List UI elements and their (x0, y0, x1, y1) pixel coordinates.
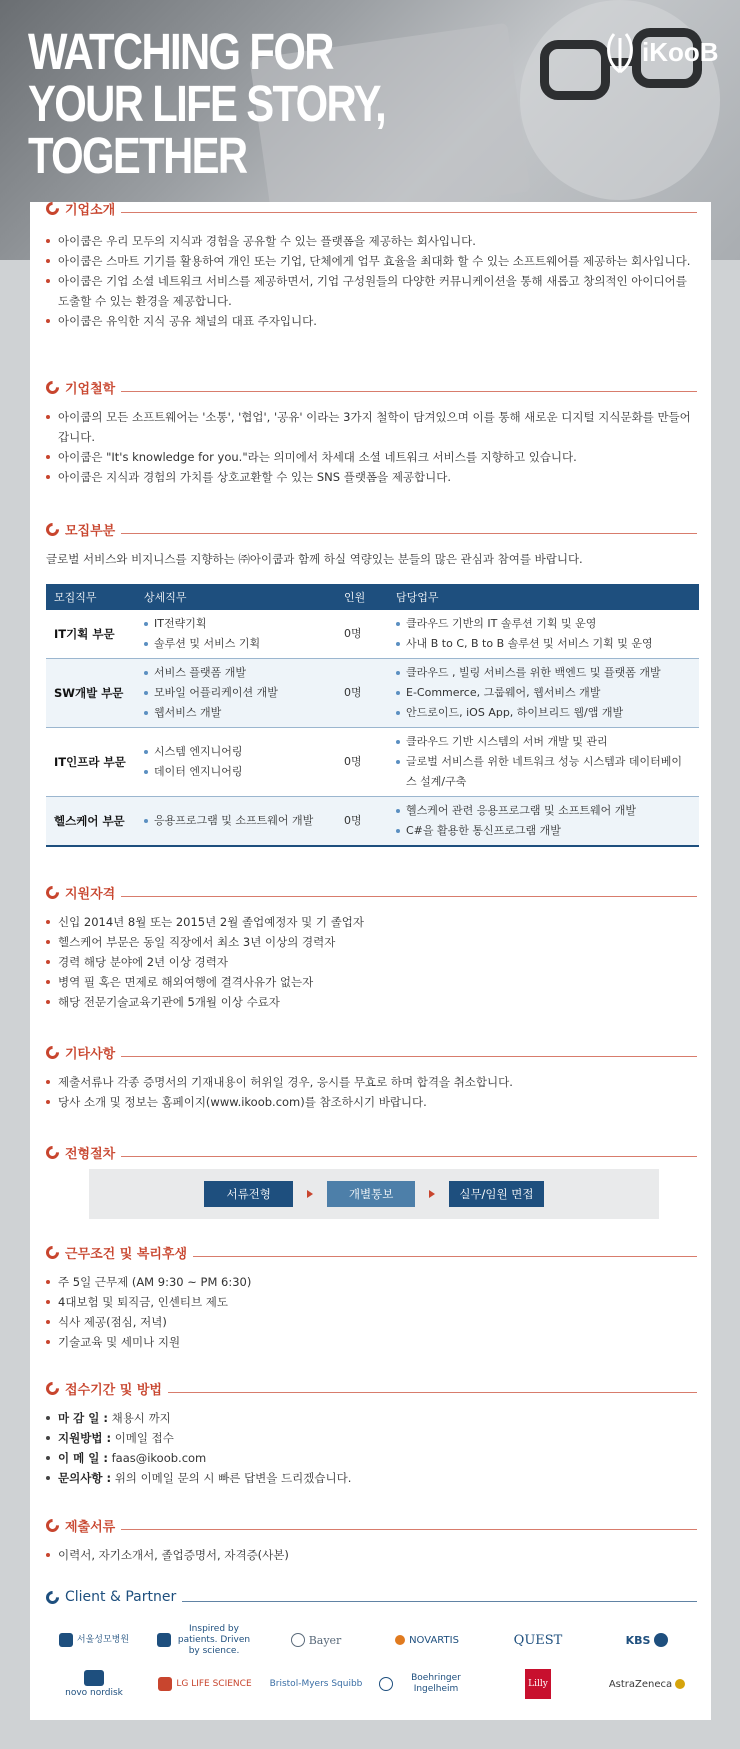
apply-label: 마 감 일 : (58, 1411, 108, 1425)
partner-logo (490, 1666, 586, 1702)
list-item: 당사 소개 및 정보는 홈페이지(www.ikoob.com)를 참조하시기 바랍니다. (46, 1092, 697, 1112)
section-divider (121, 1056, 697, 1057)
partner-logo (157, 1622, 253, 1658)
col-header-duties: 담당업무 (388, 584, 699, 610)
dept-cell: SW개발 부문 (46, 659, 136, 728)
novartis-flame-icon (395, 1635, 405, 1645)
section-title: 지원자격 (65, 886, 116, 902)
ikoob-logo (600, 28, 719, 76)
section-etc (46, 1042, 697, 1112)
section-title: 전형절차 (65, 1146, 116, 1162)
philosophy-list (46, 407, 697, 487)
section-process (46, 1142, 697, 1162)
headline-line-2: YOUR LIFE STORY, (28, 75, 386, 132)
section-header (46, 882, 697, 902)
headline-line-3: TOGETHER (28, 127, 247, 184)
section-ring-icon (43, 1043, 61, 1061)
partner-name: Bristol-Myers Squibb (269, 1678, 363, 1689)
section-divider (121, 1156, 697, 1157)
details-cell (136, 610, 336, 659)
section-divider (121, 212, 697, 213)
partner-name: LG LIFE SCIENCE (176, 1678, 252, 1689)
list-item: 아이쿱은 유익한 지식 공유 채널의 대표 주자입니다. (46, 311, 697, 331)
section-ring-icon (43, 1379, 61, 1397)
section-divider (182, 1601, 697, 1602)
partner-name: NOVARTIS (409, 1634, 459, 1646)
section-ring-icon (43, 1143, 61, 1161)
list-item: 아이쿱은 스마트 기기를 활용하여 개인 또는 기업, 단체에게 업무 효율을 최대화 할 수 있는 소프트웨어를 제공하는 회사입니다. (46, 251, 697, 271)
step-document: 서류전형 (204, 1181, 292, 1207)
list-item: 기술교육 및 세미나 지원 (46, 1332, 697, 1352)
list-item: E-Commerce, 그룹웨어, 웹서비스 개발 (396, 683, 691, 703)
list-item: 신입 2014년 8월 또는 2015년 2월 졸업예정자 및 기 졸업자 (46, 912, 697, 932)
details-cell (136, 659, 336, 728)
count-cell: 0명 (336, 659, 388, 728)
list-item: 아이쿱은 지식과 경험의 가치를 상호교환할 수 있는 SNS 플랫폼을 제공합니다. (46, 467, 697, 487)
section-divider (121, 1529, 697, 1530)
arrow-right-icon (307, 1190, 313, 1198)
hospital-icon (59, 1633, 73, 1647)
arrow-right-icon (429, 1190, 435, 1198)
list-item: 아이쿱의 모든 소프트웨어는 '소통', '협업', '공유' 이라는 3가지 철학이 담겨있으며 이를 통해 새로운 디지털 지식문화를 만들어갑니다. (46, 407, 697, 447)
details-cell (136, 797, 336, 847)
section-philosophy (46, 377, 697, 487)
partner-logo (379, 1666, 475, 1702)
list-item: 헬스케어 관련 응용프로그램 및 소프트웨어 개발 (396, 801, 691, 821)
partner-logo (601, 1622, 697, 1658)
duties-cell (388, 610, 699, 659)
headline-line-1: WATCHING FOR (28, 23, 333, 80)
section-divider (168, 1392, 697, 1393)
duties-cell (388, 728, 699, 797)
section-header (46, 1242, 697, 1262)
partner-name: Bayer (308, 1633, 342, 1647)
section-ring-icon (43, 1243, 61, 1261)
section-title: 근무조건 및 복리후생 (65, 1246, 188, 1262)
duties-cell (388, 797, 699, 847)
partner-logo (601, 1666, 697, 1702)
count-cell: 0명 (336, 728, 388, 797)
list-item: 이력서, 자기소개서, 졸업증명서, 자격증(사본) (46, 1545, 697, 1565)
section-documents (46, 1515, 697, 1565)
apply-value: 채용시 까지 (111, 1411, 171, 1425)
duties-cell (388, 659, 699, 728)
list-item: 웹서비스 개발 (144, 703, 328, 723)
section-ring-icon (43, 199, 61, 217)
section-ring-icon (43, 883, 61, 901)
list-item: 안드로이드, iOS App, 하이브리드 웹/앱 개발 (396, 703, 691, 723)
apply-value: 이메일 접수 (114, 1431, 174, 1445)
section-header (46, 377, 697, 397)
apply-label: 이 메 일 : (58, 1451, 108, 1465)
section-divider (121, 533, 697, 534)
list-item (46, 1428, 697, 1448)
list-item: 아이쿱은 우리 모두의 지식과 경험을 공유할 수 있는 플랫폼을 제공하는 회사입니다. (46, 231, 697, 251)
partner-name: AstraZeneca (608, 1678, 673, 1690)
section-recruit (46, 519, 697, 567)
apply-label: 지원방법 : (58, 1431, 112, 1445)
list-item: 클라우드 기반의 IT 솔루션 기획 및 운영 (396, 614, 691, 634)
section-partners (46, 1587, 697, 1607)
list-item: 4대보험 및 퇴직금, 인센티브 제도 (46, 1292, 697, 1312)
list-item: 클라우드 기반 시스템의 서버 개발 및 관리 (396, 732, 691, 752)
logo-text: iKooB (642, 36, 719, 67)
section-apply (46, 1378, 697, 1488)
partner-name: Boehringer Ingelheim (411, 1673, 461, 1694)
partner-name: QUEST (513, 1632, 563, 1648)
welfare-list (46, 1272, 697, 1352)
partner-row-1 (46, 1620, 697, 1660)
section-title: Client & Partner (65, 1589, 177, 1605)
table-row (46, 610, 699, 659)
col-header-count: 인원 (336, 584, 388, 610)
boehringer-icon (379, 1677, 393, 1691)
dept-cell: 헬스케어 부문 (46, 797, 136, 847)
qualification-list (46, 912, 697, 1012)
process-flow (89, 1169, 659, 1219)
partner-row-2 (46, 1664, 697, 1704)
section-header (46, 1042, 697, 1062)
list-item: 해당 전문기술교육기관에 5개월 이상 수료자 (46, 992, 697, 1012)
list-item: 모바일 어플리케이션 개발 (144, 683, 328, 703)
recruit-intro: 글로벌 서비스와 비지니스를 지향하는 ㈜아이쿱과 함께 하실 역량있는 분들의 많은 관심과 참여를 바랍니다. (46, 552, 583, 566)
partner-logo (46, 1666, 142, 1702)
count-cell: 0명 (336, 797, 388, 847)
list-item: 주 5일 근무제 (AM 9:30 ~ PM 6:30) (46, 1272, 697, 1292)
table-header-row (46, 584, 699, 610)
col-header-dept: 모집직무 (46, 584, 136, 610)
content-card (30, 202, 711, 1720)
col-header-details: 상세직무 (136, 584, 336, 610)
jobs-table (46, 584, 699, 847)
lg-icon (158, 1677, 172, 1691)
section-title: 접수기간 및 방법 (65, 1382, 162, 1398)
partner-logo (379, 1622, 475, 1658)
pharma-icon (157, 1633, 171, 1647)
list-item (46, 1448, 697, 1468)
section-header (46, 1515, 697, 1535)
details-cell (136, 728, 336, 797)
section-welfare (46, 1242, 697, 1352)
list-item: 사내 B to C, B to B 솔루션 및 서비스 기획 및 운영 (396, 634, 691, 654)
list-item: 시스템 엔지니어링 (144, 742, 328, 762)
hero-headline (28, 23, 386, 184)
table-row (46, 728, 699, 797)
email-link[interactable]: faas@ikoob.com (111, 1451, 207, 1465)
about-list (46, 231, 697, 331)
etc-list (46, 1072, 697, 1112)
table-row (46, 797, 699, 847)
dept-cell: IT인프라 부문 (46, 728, 136, 797)
partner-logo (268, 1622, 364, 1658)
list-item: 아이쿱은 기업 소셜 네트워크 서비스를 제공하면서, 기업 구성원들의 다양한 커뮤니케이션을 통해 새롭고 창의적인 아이디어를 도출할 수 있는 환경을 제공합니다. (46, 271, 697, 311)
list-item: 식사 제공(점심, 저녁) (46, 1312, 697, 1332)
partner-name: Inspired by patients. Driven by science. (177, 1623, 251, 1656)
astrazeneca-icon (675, 1679, 685, 1689)
list-item: 헬스케어 부문은 동일 직장에서 최소 3년 이상의 경력자 (46, 932, 697, 952)
section-header (46, 519, 697, 539)
section-title: 기타사항 (65, 1046, 116, 1062)
table-row (46, 659, 699, 728)
apply-list (46, 1408, 697, 1488)
section-title: 제출서류 (65, 1519, 116, 1535)
partner-logo (268, 1666, 364, 1702)
list-item (46, 1468, 697, 1488)
partner-name: novo nordisk (65, 1687, 123, 1698)
list-item: 병역 필 혹은 면제로 해외여행에 결격사유가 없는자 (46, 972, 697, 992)
lilly-logo-icon: Lilly (525, 1669, 551, 1699)
list-item: 클라우드 , 빌링 서비스를 위한 백엔드 및 플랫폼 개발 (396, 663, 691, 683)
list-item: 솔루션 및 서비스 기획 (144, 634, 328, 654)
section-ring-icon (43, 378, 61, 396)
section-divider (193, 1256, 697, 1257)
dept-cell: IT기획 부문 (46, 610, 136, 659)
apis-bull-icon (84, 1670, 104, 1686)
section-about (46, 202, 697, 331)
section-header (46, 198, 697, 218)
partner-logo (490, 1622, 586, 1658)
list-item: 글로벌 서비스를 위한 네트워크 성능 시스템과 데이터베이스 설계/구축 (396, 752, 691, 792)
list-item: C#을 활용한 통신프로그램 개발 (396, 821, 691, 841)
section-ring-icon (43, 1516, 61, 1534)
section-title: 모집부분 (65, 523, 116, 539)
list-item (46, 1408, 697, 1428)
list-item: IT전략기획 (144, 614, 328, 634)
apply-value: 위의 이메일 문의 시 빠른 답변을 드리겠습니다. (114, 1471, 352, 1485)
step-interview: 실무/임원 면접 (449, 1181, 543, 1207)
section-ring-icon (43, 520, 61, 538)
kbs-circle-icon (654, 1633, 668, 1647)
section-title: 기업소개 (65, 202, 116, 218)
list-item: 서비스 플랫폼 개발 (144, 663, 328, 683)
documents-list (46, 1545, 697, 1565)
section-divider (121, 896, 697, 897)
list-item: 데이터 엔지니어링 (144, 762, 328, 782)
section-ring-icon (43, 1588, 61, 1606)
list-item: 제출서류나 각종 증명서의 기재내용이 허위일 경우, 응시를 무효로 하며 합격을 취소합니다. (46, 1072, 697, 1092)
section-header (46, 1587, 697, 1607)
list-item: 아이쿱은 "It's knowledge for you."라는 의미에서 차세대 소셜 네트워크 서비스를 지향하고 있습니다. (46, 447, 697, 467)
partner-name: KBS (625, 1633, 651, 1647)
section-title: 기업철학 (65, 381, 116, 397)
list-item: 경력 해당 분야에 2년 이상 경력자 (46, 952, 697, 972)
partner-name: 서울성모병원 (76, 1634, 130, 1645)
apply-label: 문의사항 : (58, 1471, 112, 1485)
section-qualification (46, 882, 697, 1012)
partner-logo (157, 1666, 253, 1702)
section-divider (121, 391, 697, 392)
section-header (46, 1378, 697, 1398)
step-notice: 개별통보 (327, 1181, 415, 1207)
count-cell: 0명 (336, 610, 388, 659)
leaf-logo-icon (600, 28, 640, 76)
partner-logo (46, 1622, 142, 1658)
bayer-cross-icon (291, 1633, 305, 1647)
section-header (46, 1142, 697, 1162)
list-item: 응용프로그램 및 소프트웨어 개발 (144, 811, 328, 831)
